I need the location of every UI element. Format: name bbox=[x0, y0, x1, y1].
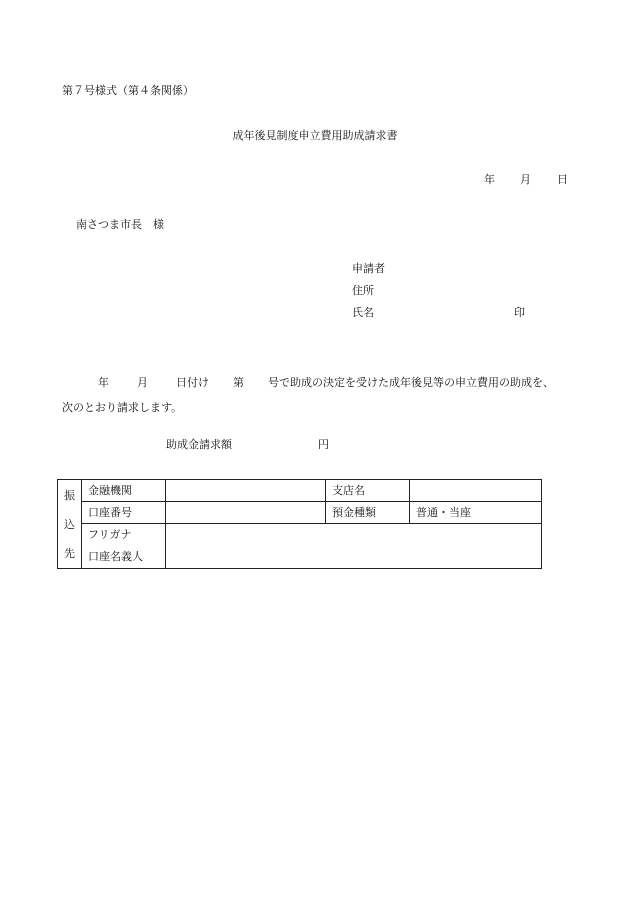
side-char: 先 bbox=[64, 546, 75, 560]
body-dated: 日付け bbox=[176, 376, 209, 389]
holder-label-cell bbox=[82, 524, 166, 569]
body-month: 月 bbox=[137, 376, 148, 389]
deposit-type-value[interactable]: 普通・当座 bbox=[410, 502, 542, 524]
table-row bbox=[58, 480, 542, 502]
date-year-label: 年 bbox=[484, 173, 495, 186]
date-day-label: 日 bbox=[557, 173, 568, 186]
transfer-destination-label bbox=[58, 480, 82, 569]
account-number-label: 口座番号 bbox=[82, 502, 166, 524]
amount-label: 助成金請求額 bbox=[166, 438, 232, 451]
document-title: 成年後見制度申立費用助成請求書 bbox=[232, 129, 398, 142]
amount-unit: 円 bbox=[318, 438, 329, 451]
institution-field[interactable] bbox=[166, 480, 326, 502]
body-number-prefix: 第 bbox=[233, 376, 244, 389]
institution-label: 金融機関 bbox=[82, 480, 166, 502]
applicant-label: 申請者 bbox=[352, 262, 385, 275]
form-number: 第７号様式（第４条関係） bbox=[62, 84, 194, 97]
account-number-field[interactable] bbox=[166, 502, 326, 524]
seal-mark: 印 bbox=[514, 306, 525, 319]
branch-label: 支店名 bbox=[326, 480, 410, 502]
bank-transfer-table bbox=[57, 479, 542, 569]
side-char: 込 bbox=[64, 517, 75, 531]
body-year: 年 bbox=[98, 376, 109, 389]
name-label: 氏名 bbox=[352, 306, 374, 319]
request-statement bbox=[62, 370, 572, 420]
addressee: 南さつま市長 様 bbox=[76, 218, 164, 231]
account-holder-field[interactable] bbox=[166, 524, 542, 569]
deposit-type-label: 預金種類 bbox=[326, 502, 410, 524]
date-month-label: 月 bbox=[520, 173, 531, 186]
furigana-label: フリガナ bbox=[88, 528, 132, 541]
side-char: 振 bbox=[64, 488, 75, 502]
body-line2: 次のとおり請求します。 bbox=[62, 401, 183, 414]
body-line1-rest: 号で助成の決定を受けた成年後見等の申立費用の助成を、 bbox=[268, 376, 554, 389]
address-label: 住所 bbox=[352, 284, 374, 297]
table-row bbox=[58, 502, 542, 524]
branch-field[interactable] bbox=[410, 480, 542, 502]
account-holder-label: 口座名義人 bbox=[88, 550, 143, 563]
